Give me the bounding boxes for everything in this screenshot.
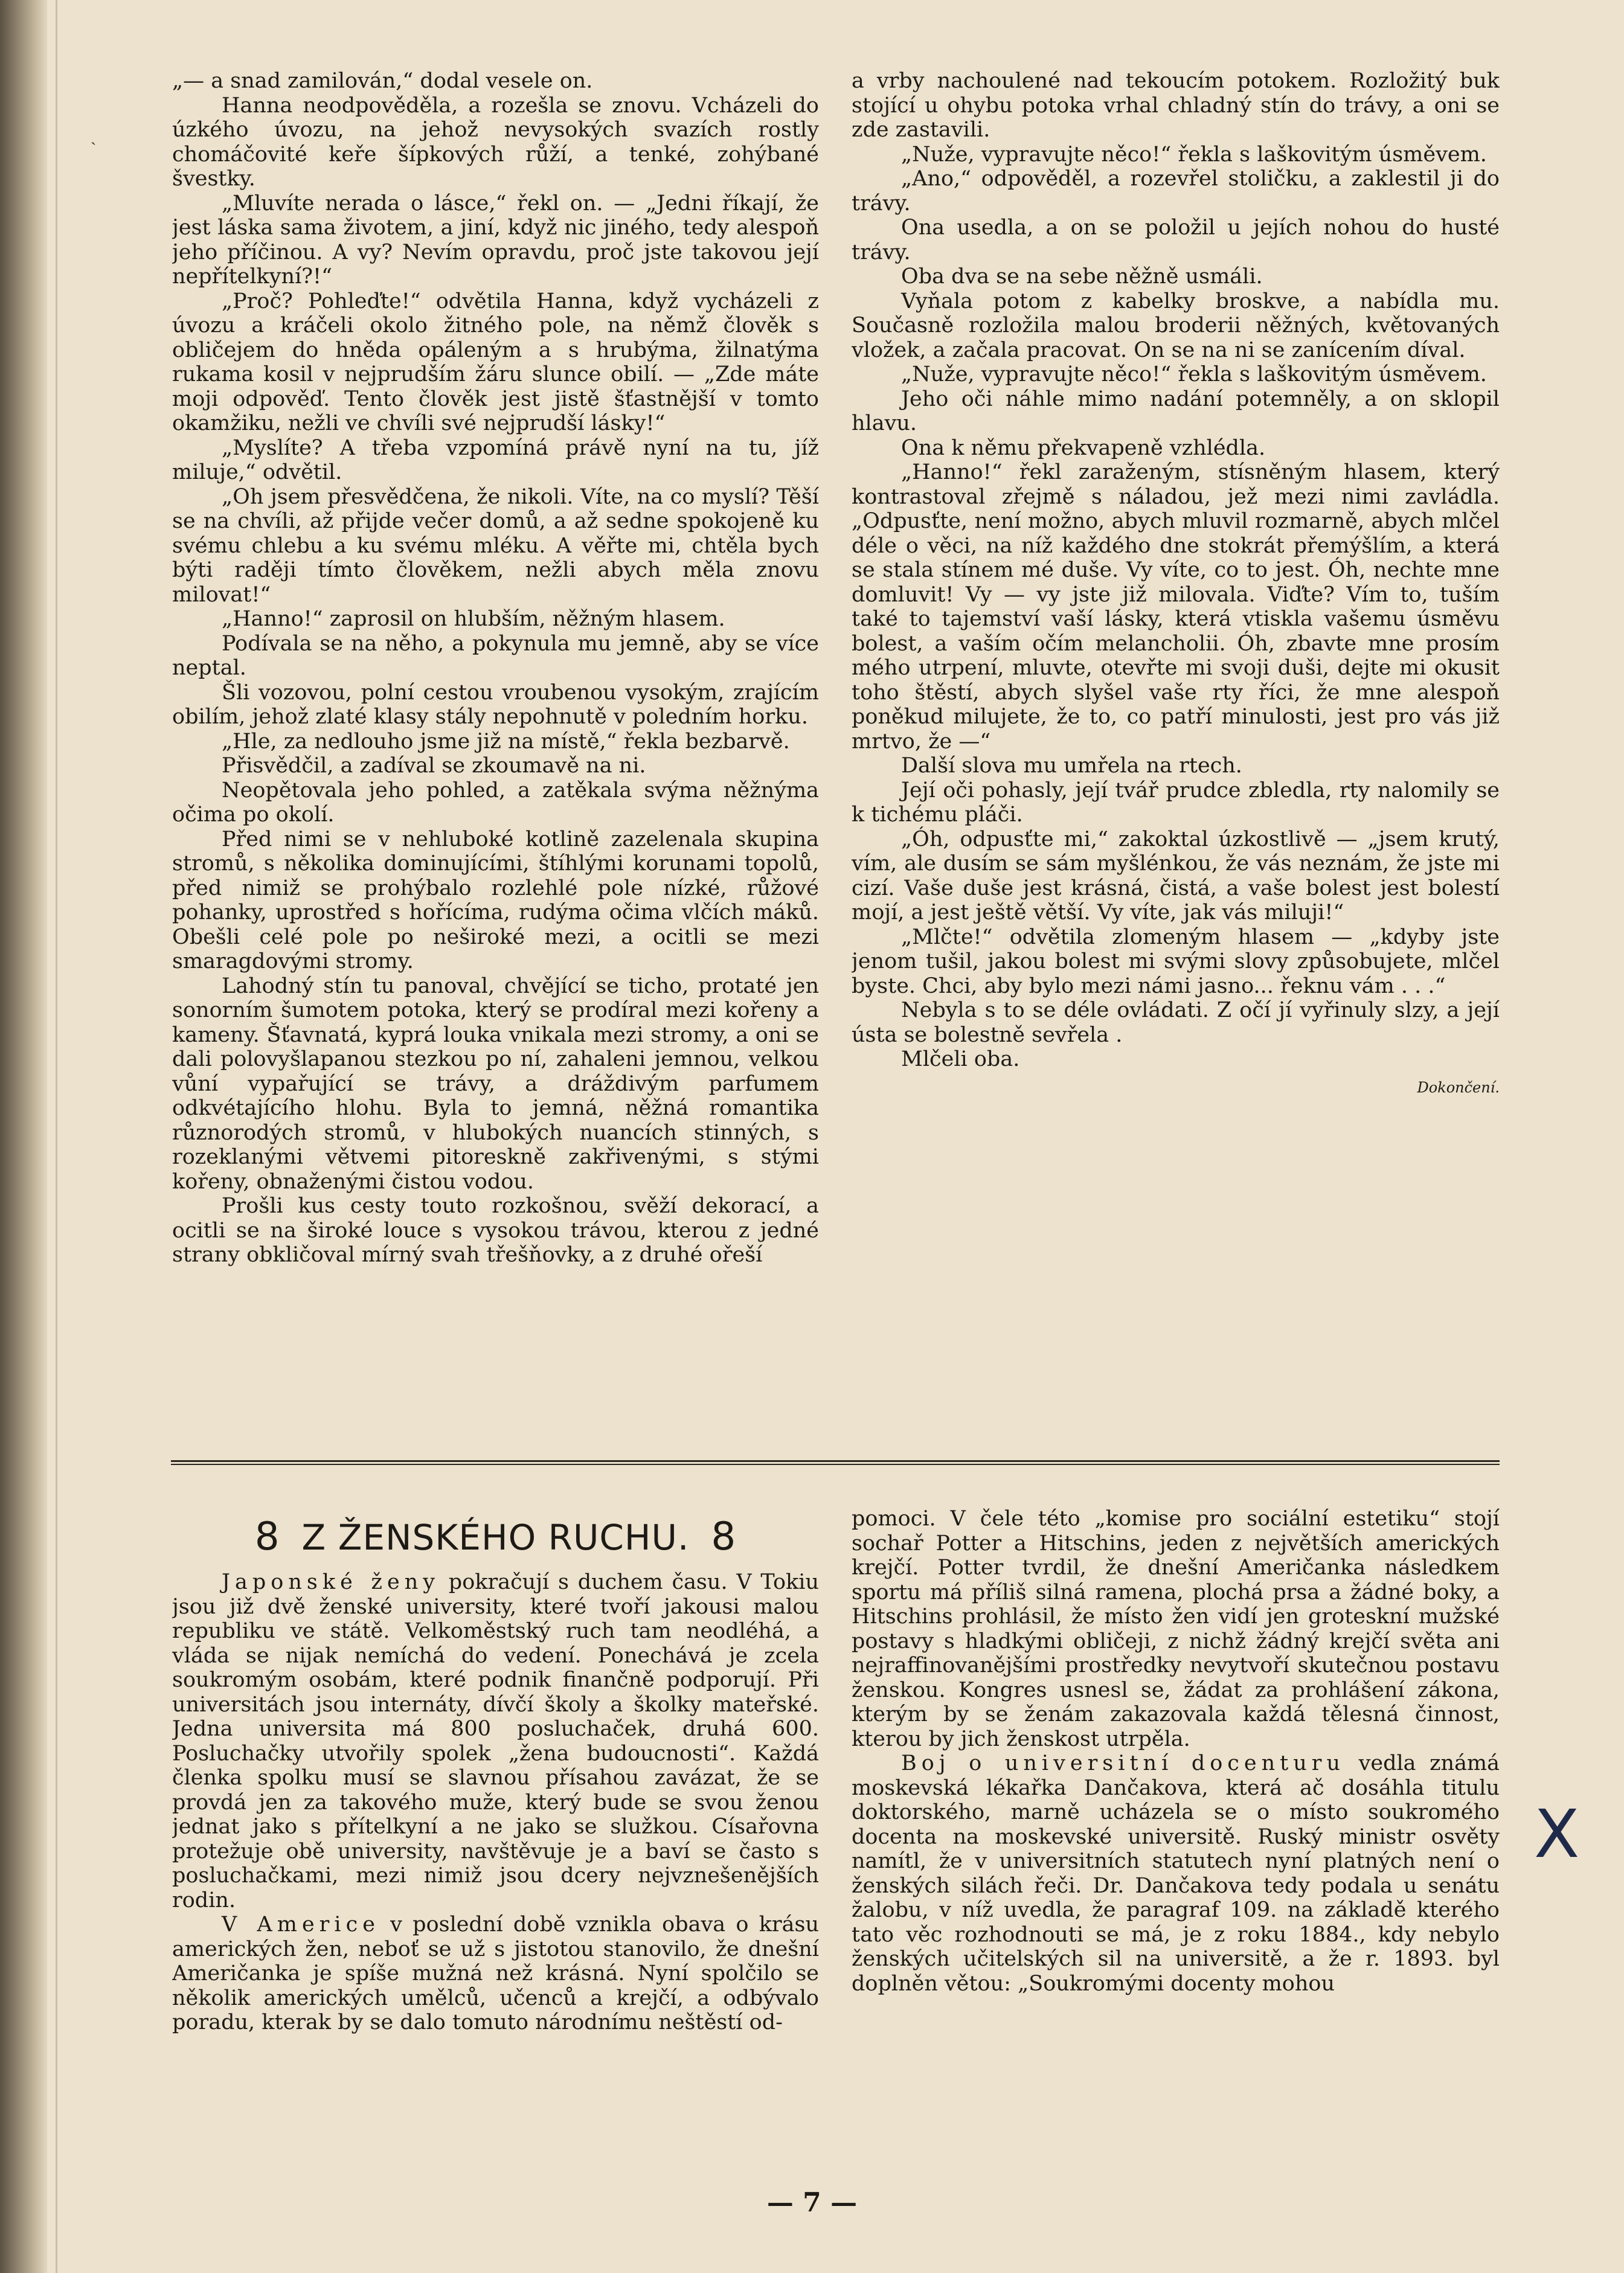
story-paragraph: Neopětovala jeho pohled, a zatěkala svýma něžnýma očima po okolí. — [172, 778, 819, 827]
story-column-right — [852, 69, 1500, 1414]
news-lead: Japonské ženy — [222, 1570, 440, 1594]
story-paragraph: Vyňala potom z kabelky broskve, a nabídla mu. Současně rozložila malou broderii něžných, květovaných vložek, a začala pracovat. On se na ni se zanícením díval. — [852, 289, 1500, 362]
news-paragraph: pomoci. V čele této „komise pro sociální estetiku“ stojí sochař Potter a Hitschins, jeden z největších amerických krejčí. Potter tvrdil, že dnešní Američanka následkem sportu má příliš silná ramena, plochá prsa a žádné boky, a Hitschins prohlásil, že místo žen vidí jen groteskní mužské postavy s hladkými obličeji, z nichž žádný krejčí světa ani nejraffinovanějšími prostředky nevytvoří skutečnou postavu ženskou. Kongres usnesl se, žádat za prohlášení zákona, kterým by se ženám zakazovala každá tělesná činnost, kterou by jich ženskost utrpěla. — [852, 1507, 1500, 1751]
news-text: pokračují s duchem času. V Tokiu jsou již dvě ženské university, které tvoří jakousi malou republiku ve státě. Velkoměstský ruch tam neodléhá, a vláda se nijak nemíchá do vedení. Ponechává je zcela soukromým osobám, které podnik finančně podporují. Při universitách jsou internáty, dívčí školy a školky mateřské. Jedna universita má 800 posluchaček, druhá 600. Posluchačky utvořily spolek „žena budoucnosti“. Každá členka spolku musí se slavnou přísahou zavázat, že se provdá jen za takového muže, který bude se svou ženou jednat jako s přítelkyní a ne jako se služkou. Císařovna protežuje obě university, navštěvuje je a baví se často s posluchačkami, mezi nimiž jsou dcery nejvznešenějších rodin. — [172, 1570, 819, 1912]
story-paragraph: Jeho oči náhle mimo nadání potemněly, a on sklopil hlavu. — [852, 386, 1500, 435]
news-paragraph — [852, 1751, 1500, 1996]
story-paragraph: Přisvědčil, a zadíval se zkoumavě na ni. — [222, 754, 646, 778]
stray-ink-mark: ˎ — [91, 126, 97, 146]
story-paragraph: Před nimi se v nehluboké kotlině zazelenala skupina stromů, s několika dominujícími, štíhlými korunami topolů, před nimiž se prohýbalo rozlehlé pole nízké, růžové pohanky, uprostřed s hořícíma, rudýma očima vlčích máků. Obešli celé pole po neširoké mezi, a ocitli se mezi smaragdovými stromy. — [172, 827, 819, 973]
story-paragraph: Oba dva se na sebe něžně usmáli. — [901, 264, 1263, 289]
news-text: vedla známá moskevská lékařka Dančakova, která ač dosáhla titulu doktorského, marně ucházela se o místo soukromého docenta na moskevské universitě. Ruský ministr osvěty namítl, že v universitních statutech nyní platných není o ženských silách řeči. Dr. Dančakova tedy podala u senátu žalobu, v níž uvedla, že paragraf 109. na základě kterého tato věc rozhodnouti se má, je z roku 1884., kdy nebylo ženských učitelských sil na universitě, a že r. 1893. byl doplněn větou: „Soukromými docenty mohou — [852, 1751, 1500, 1996]
story-paragraph: Mlčeli oba. — [901, 1047, 1020, 1071]
story-paragraph: „Ano,“ odpověděl, a rozevřel stoličku, a zaklestil ji do trávy. — [852, 167, 1500, 216]
section-title-text: Z ŽENSKÉHO RUCHU. — [301, 1517, 690, 1558]
news-lead: Boj o universitní docenturu — [901, 1751, 1346, 1775]
story-paragraph: Prošli kus cesty touto rozkošnou, svěží dekorací, a ocitli se na široké louce s vysokou trávou, kterou z jedné strany obkličoval mírný svah třešňovky, a z druhé ořeší — [172, 1194, 819, 1267]
section-column-right — [852, 1507, 1500, 2147]
story-paragraph: „Óh, odpusťte mi,“ zakoktal úzkostlivě — „jsem krutý, vím, ale dusím se sám myšlénkou, že vás neznám, že jste mi cizí. Vaše duše jest krásná, čistá, a vaše bolest jest bolestí mojí, a jest ještě větší. Vy víte, jak vás miluji!“ — [852, 827, 1500, 925]
continuation-note: Dokončení. — [1417, 1079, 1500, 1096]
story-paragraph: Ona k němu překvapeně vzhlédla. — [901, 435, 1266, 460]
section-divider — [171, 1460, 1500, 1465]
story-paragraph: Hanna neodpověděla, a rozešla se znovu. Vcházeli do úzkého úvozu, na jehož nevysokých svazích rostly chomáčovité keře šípkových růží, a tenké, zohýbané švestky. — [172, 93, 819, 191]
story-paragraph: „Oh jsem přesvědčena, že nikoli. Víte, na co myslí? Těší se na chvíli, až přijde večer domů, a až sedne spokojeně ku svému chlebu a ku svému mléku. A věřte mi, chtěla bych býti raději tímto člověkem, nežli abych měla znovu milovat!“ — [172, 484, 819, 607]
ornament-right-icon: 8 — [711, 1515, 737, 1559]
story-paragraph: Její oči pohasly, její tvář prudce zbledla, rty nalomily se k tichému pláči. — [852, 778, 1500, 827]
story-paragraph: „Mlčte!“ odvětila zlomeným hlasem — „kdyby jste jenom tušil, jakou bolest mi svými slovy způsobujete, mlčel byste. Chci, aby bylo mezi námi jasno... řeknu vám . . .“ — [852, 925, 1500, 998]
section-column-left — [172, 1507, 819, 2147]
story-paragraph: „Mluvíte nerada o lásce,“ řekl on. — „Jedni říkají, že jest láska sama životem, a jiní, když nic jiného, tedy alespoň jeho příčinou. A vy? Nevím opravdu, proč jste takovou její nepřítelkyní?!“ — [172, 191, 819, 289]
binding-edge — [56, 0, 57, 2273]
section-title — [172, 1513, 819, 1562]
story-column-left — [172, 69, 819, 1414]
story-paragraph: Další slova mu umřela na rtech. — [901, 754, 1242, 778]
news-paragraph — [172, 1912, 819, 2035]
handwritten-x-mark: X — [1534, 1795, 1580, 1873]
story-paragraph: „— a snad zamilován,“ dodal vesele on. — [172, 69, 593, 93]
story-paragraph: „Proč? Pohleďte!“ odvětila Hanna, když vycházeli z úvozu a kráčeli okolo žitného pole, na němž člověk s obličejem do hněda opáleným a s hrubýma, žilnatýma rukama kosil v nejprudším žáru slunce obilí. — „Zde máte moji odpověď. Tento člověk jest jistě šťastnější v tomto okamžiku, nežli ve chvíli své nejprudší lásky!“ — [172, 289, 819, 435]
page-binding-shadow — [0, 0, 47, 2273]
story-paragraph: „Nuže, vypravujte něco!“ řekla s laškovitým úsměvem. — [901, 142, 1487, 167]
story-paragraph: a vrby nachoulené nad tekoucím potokem. Rozložitý buk stojící u ohybu potoka vrhal chladný stín do trávy, a oni se zde zastavili. — [852, 69, 1500, 142]
story-paragraph: Podívala se na něho, a pokynula mu jemně, aby se více neptal. — [172, 631, 819, 680]
story-paragraph: Šli vozovou, polní cestou vroubenou vysokým, zrajícím obilím, jehož zlaté klasy stály nepohnutě v poledním horku. — [172, 680, 819, 729]
story-paragraph: Lahodný stín tu panoval, chvějící se ticho, protaté jen sonorním šumotem potoka, který se prodíral mezi kořeny a kameny. Šťavnatá, kyprá louka vnikala mezi stromy, a oni se dali polovyšlapanou stezkou po ní, zahaleni jemnou, velkou vůní vypařující se trávy, a dráždivým parfumem odkvétajícího hlohu. Byla to jemná, něžná romantika různorodých stromů, v hlubokých nuancích stinných, s rozeklanými větvemi pitoreskně zakřivenými, s stými kořeny, obnaženými čistou vodou. — [172, 973, 819, 1194]
page-number: — 7 — — [766, 2187, 858, 2218]
story-paragraph: Ona usedla, a on se položil u jejích nohou do husté trávy. — [852, 216, 1500, 264]
story-paragraph: „Myslíte? A třeba vzpomíná právě nyní na tu, jíž miluje,“ odvětil. — [172, 435, 819, 484]
news-paragraph — [172, 1570, 819, 1912]
story-paragraph: „Hle, za nedlouho jsme již na místě,“ řekla bezbarvě. — [222, 729, 790, 754]
story-paragraph: „Nuže, vypravujte něco!“ řekla s laškovitým úsměvem. — [901, 362, 1487, 386]
news-lead: V Americe — [222, 1912, 380, 1937]
story-paragraph: „Hanno!“ řekl zaraženým, stísněným hlasem, který kontrastoval zřejmě s náladou, jež mezi nimi zavládla. „Odpusťte, není možno, abych mluvil rozmarně, abych mlčel déle o věci, na níž každého dne stokrát přemýšlím, a která se stala stínem mé duše. Vy víte, co to jest. Óh, nechte mne domluvit! Vy — vy jste již milovala. Viďte? Vím to, tuším také to tajemství vaší lásky, která vtiskla vašemu úsměvu bolest, a vaším očím melancholii. Óh, zbavte mne prosím mého utrpení, mluvte, otevřte mi svoji duši, dejte mi okusit toho štěstí, abych slyšel vaše rty říci, že mne alespoň poněkud milujete, že to, co patří minulosti, jest pro vás již mrtvo, že —“ — [852, 460, 1500, 754]
ornament-left-icon: 8 — [254, 1515, 280, 1559]
news-text: v poslední době vznikla obava o krásu amerických žen, neboť se už s jistotou stanovilo, že dnešní Američanka je spíše mužná než krásná. Nyní spolčilo se několik amerických umělců, učenců a krejčí, a odbývalo poradu, kterak by se dalo tomuto národnímu neštěstí od- — [172, 1912, 819, 2034]
story-paragraph: „Hanno!“ zaprosil on hlubším, něžným hlasem. — [222, 607, 725, 631]
story-paragraph: Nebyla s to se déle ovládati. Z očí jí vyřinuly slzy, a její ústa se bolestně sevřela . — [852, 998, 1500, 1047]
